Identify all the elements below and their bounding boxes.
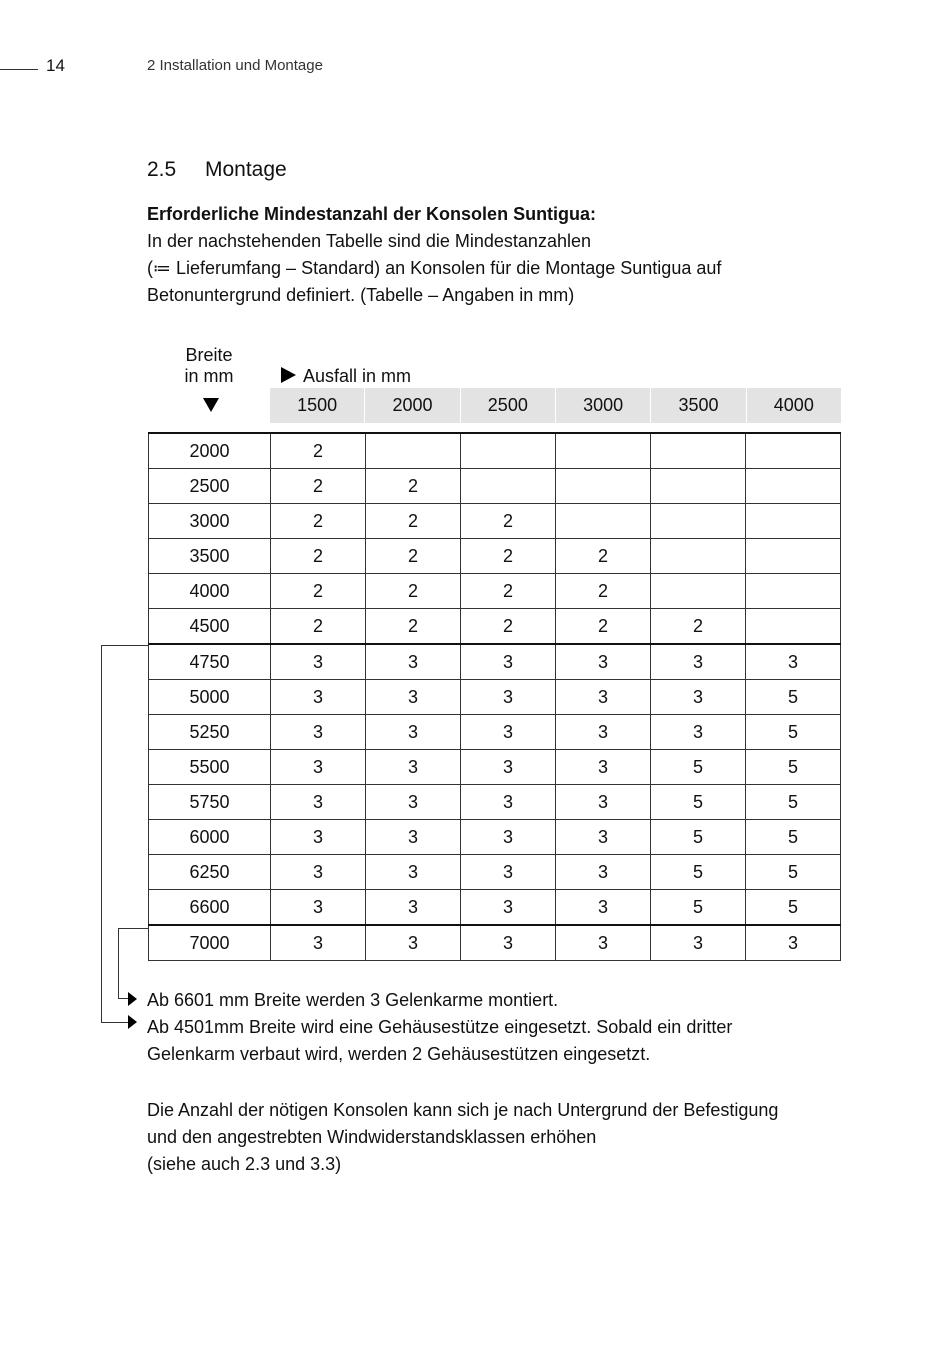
column-header: 2500 bbox=[460, 388, 555, 423]
table-cell: 3 bbox=[556, 820, 651, 855]
bracket-line bbox=[101, 645, 148, 646]
table-cell: 3 bbox=[366, 715, 461, 750]
table-cell: 3 bbox=[366, 644, 461, 680]
table-row bbox=[149, 890, 841, 926]
table-cell: 2 bbox=[461, 504, 556, 539]
table-cell bbox=[556, 504, 651, 539]
row-header-cell: 7000 bbox=[149, 925, 271, 961]
column-axis-label-text: Ausfall in mm bbox=[303, 366, 412, 386]
table-cell: 3 bbox=[746, 644, 841, 680]
table-cell: 2 bbox=[366, 609, 461, 645]
table-cell: 3 bbox=[271, 680, 366, 715]
table-row bbox=[149, 469, 841, 504]
table-cell bbox=[461, 433, 556, 469]
table-cell: 3 bbox=[746, 925, 841, 961]
down-arrow-icon bbox=[203, 398, 219, 412]
table-cell bbox=[556, 433, 651, 469]
table-cell: 3 bbox=[366, 855, 461, 890]
bracket-line bbox=[101, 645, 102, 1023]
column-header: 4000 bbox=[746, 388, 841, 423]
table-cell bbox=[461, 469, 556, 504]
table-cell: 2 bbox=[556, 609, 651, 645]
table-cell: 3 bbox=[461, 785, 556, 820]
table-cell: 3 bbox=[651, 925, 746, 961]
closing-line: und den angestrebten Windwiderstandsklassen erhöhen bbox=[147, 1127, 597, 1147]
table-cell: 2 bbox=[366, 504, 461, 539]
table-row bbox=[149, 925, 841, 961]
table-cell: 3 bbox=[461, 715, 556, 750]
table-cell bbox=[651, 469, 746, 504]
bracket-line bbox=[118, 928, 148, 929]
table-cell: 3 bbox=[461, 890, 556, 926]
table-cell: 2 bbox=[271, 539, 366, 574]
right-triangle-icon bbox=[128, 1015, 137, 1029]
table-cell: 3 bbox=[461, 820, 556, 855]
note-4501-line2: Gelenkarm verbaut wird, werden 2 Gehäusestützen eingesetzt. bbox=[147, 1044, 651, 1064]
table-cell: 2 bbox=[366, 539, 461, 574]
table-cell: 3 bbox=[366, 820, 461, 855]
table-cell bbox=[651, 504, 746, 539]
section-number: 2.5 bbox=[147, 158, 177, 181]
table-cell: 3 bbox=[271, 820, 366, 855]
table-cell: 5 bbox=[651, 785, 746, 820]
table-cell: 3 bbox=[271, 785, 366, 820]
table-cell: 3 bbox=[461, 750, 556, 785]
table-cell: 5 bbox=[746, 890, 841, 926]
row-axis-label bbox=[148, 345, 270, 387]
table-cell: 2 bbox=[461, 539, 556, 574]
table-cell: 3 bbox=[271, 855, 366, 890]
row-header-cell: 6000 bbox=[149, 820, 271, 855]
column-header: 1500 bbox=[270, 388, 364, 423]
closing-line: (siehe auch 2.3 und 3.3) bbox=[147, 1154, 342, 1174]
table-cell: 5 bbox=[746, 785, 841, 820]
column-header: 3000 bbox=[555, 388, 650, 423]
row-header-cell: 3000 bbox=[149, 504, 271, 539]
table-cell: 2 bbox=[461, 609, 556, 645]
right-triangle-icon bbox=[128, 992, 137, 1006]
table-cell: 3 bbox=[556, 715, 651, 750]
table-cell: 3 bbox=[461, 925, 556, 961]
table-cell: 2 bbox=[651, 609, 746, 645]
row-header-cell: 6250 bbox=[149, 855, 271, 890]
table-cell: 3 bbox=[556, 750, 651, 785]
table-cell: 2 bbox=[271, 609, 366, 645]
intro-heading: Erforderliche Mindestanzahl der Konsolen Suntigua: bbox=[147, 204, 597, 224]
table-cell: 3 bbox=[556, 925, 651, 961]
table-cell bbox=[746, 469, 841, 504]
table-cell: 5 bbox=[651, 820, 746, 855]
table-row bbox=[149, 855, 841, 890]
row-header-cell: 3500 bbox=[149, 539, 271, 574]
row-header-cell: 5500 bbox=[149, 750, 271, 785]
running-head: 2 Installation und Montage bbox=[147, 57, 323, 74]
table-cell bbox=[366, 433, 461, 469]
table-cell: 2 bbox=[271, 469, 366, 504]
table-cell: 2 bbox=[366, 469, 461, 504]
table-cell: 2 bbox=[271, 574, 366, 609]
row-axis-label-line2: in mm bbox=[184, 366, 234, 386]
header-rule bbox=[0, 69, 38, 70]
bracket-line bbox=[118, 928, 119, 999]
table-cell bbox=[746, 433, 841, 469]
table-cell bbox=[651, 539, 746, 574]
intro-line: (≔ Lieferumfang – Standard) an Konsolen für die Montage Suntigua auf bbox=[147, 258, 722, 278]
table-row bbox=[149, 504, 841, 539]
row-header-cell: 2000 bbox=[149, 433, 271, 469]
column-header: 3500 bbox=[650, 388, 745, 423]
bracket-line bbox=[101, 1022, 129, 1023]
right-arrow-icon bbox=[281, 367, 296, 383]
section-title bbox=[147, 158, 287, 182]
table-cell: 3 bbox=[461, 644, 556, 680]
table-cell: 5 bbox=[746, 855, 841, 890]
table-cell: 3 bbox=[461, 855, 556, 890]
page-number: 14 bbox=[46, 56, 65, 75]
table-row bbox=[149, 433, 841, 469]
table-cell bbox=[746, 504, 841, 539]
table-cell bbox=[651, 574, 746, 609]
table-cell bbox=[746, 609, 841, 645]
table-cell: 2 bbox=[366, 574, 461, 609]
row-header-cell: 6600 bbox=[149, 890, 271, 926]
table-cell: 2 bbox=[271, 433, 366, 469]
table-cell: 2 bbox=[271, 504, 366, 539]
table-cell: 3 bbox=[271, 925, 366, 961]
table-cell: 3 bbox=[556, 785, 651, 820]
table-cell: 5 bbox=[746, 750, 841, 785]
table-row bbox=[149, 820, 841, 855]
table-cell bbox=[746, 539, 841, 574]
table-cell: 2 bbox=[556, 539, 651, 574]
table-cell: 3 bbox=[651, 644, 746, 680]
table-row bbox=[149, 574, 841, 609]
table-cell: 3 bbox=[271, 644, 366, 680]
table-row bbox=[149, 609, 841, 645]
table-cell: 5 bbox=[746, 680, 841, 715]
table-cell: 5 bbox=[651, 855, 746, 890]
table-row bbox=[149, 750, 841, 785]
row-header-cell: 4500 bbox=[149, 609, 271, 645]
table-cell bbox=[746, 574, 841, 609]
table-cell: 3 bbox=[556, 855, 651, 890]
row-header-cell: 5250 bbox=[149, 715, 271, 750]
row-header-cell: 5000 bbox=[149, 680, 271, 715]
note-4501-line1: Ab 4501mm Breite wird eine Gehäusestütze eingesetzt. Sobald ein dritter bbox=[147, 1017, 733, 1037]
table-cell: 3 bbox=[271, 890, 366, 926]
intro-paragraph bbox=[147, 201, 847, 309]
table-cell: 3 bbox=[556, 890, 651, 926]
table-row bbox=[149, 785, 841, 820]
table-cell: 3 bbox=[651, 715, 746, 750]
table-cell: 3 bbox=[556, 644, 651, 680]
notes bbox=[147, 987, 867, 1068]
table-cell: 3 bbox=[271, 715, 366, 750]
section-title-text: Montage bbox=[205, 158, 287, 181]
closing-paragraph bbox=[147, 1097, 867, 1178]
intro-line: Betonuntergrund definiert. (Tabelle – Angaben in mm) bbox=[147, 285, 575, 305]
table-cell: 3 bbox=[366, 750, 461, 785]
intro-line: In der nachstehenden Tabelle sind die Mindestanzahlen bbox=[147, 231, 591, 251]
table-row bbox=[149, 680, 841, 715]
table-cell: 3 bbox=[366, 680, 461, 715]
consoles-table bbox=[148, 432, 841, 961]
table-row bbox=[149, 539, 841, 574]
column-headers bbox=[270, 388, 841, 423]
table-cell: 5 bbox=[746, 820, 841, 855]
row-axis-label-line1: Breite bbox=[185, 345, 233, 365]
table-cell: 3 bbox=[271, 750, 366, 785]
table-row bbox=[149, 715, 841, 750]
row-header-cell: 5750 bbox=[149, 785, 271, 820]
closing-line: Die Anzahl der nötigen Konsolen kann sich je nach Untergrund der Befestigung bbox=[147, 1100, 779, 1120]
table-row bbox=[149, 644, 841, 680]
table-cell: 5 bbox=[651, 890, 746, 926]
table-cell: 5 bbox=[746, 715, 841, 750]
table-cell: 3 bbox=[366, 785, 461, 820]
table-cell: 3 bbox=[651, 680, 746, 715]
column-header: 2000 bbox=[364, 388, 459, 423]
table-cell: 5 bbox=[651, 750, 746, 785]
row-header-cell: 4000 bbox=[149, 574, 271, 609]
table-cell: 3 bbox=[556, 680, 651, 715]
column-axis-label bbox=[281, 366, 411, 387]
row-header-cell: 4750 bbox=[149, 644, 271, 680]
table-cell bbox=[651, 433, 746, 469]
table-cell: 3 bbox=[461, 680, 556, 715]
table-cell bbox=[556, 469, 651, 504]
note-6601: Ab 6601 mm Breite werden 3 Gelenkarme montiert. bbox=[147, 990, 559, 1010]
row-header-cell: 2500 bbox=[149, 469, 271, 504]
table-cell: 3 bbox=[366, 890, 461, 926]
table-cell: 2 bbox=[556, 574, 651, 609]
table-cell: 3 bbox=[366, 925, 461, 961]
table-cell: 2 bbox=[461, 574, 556, 609]
